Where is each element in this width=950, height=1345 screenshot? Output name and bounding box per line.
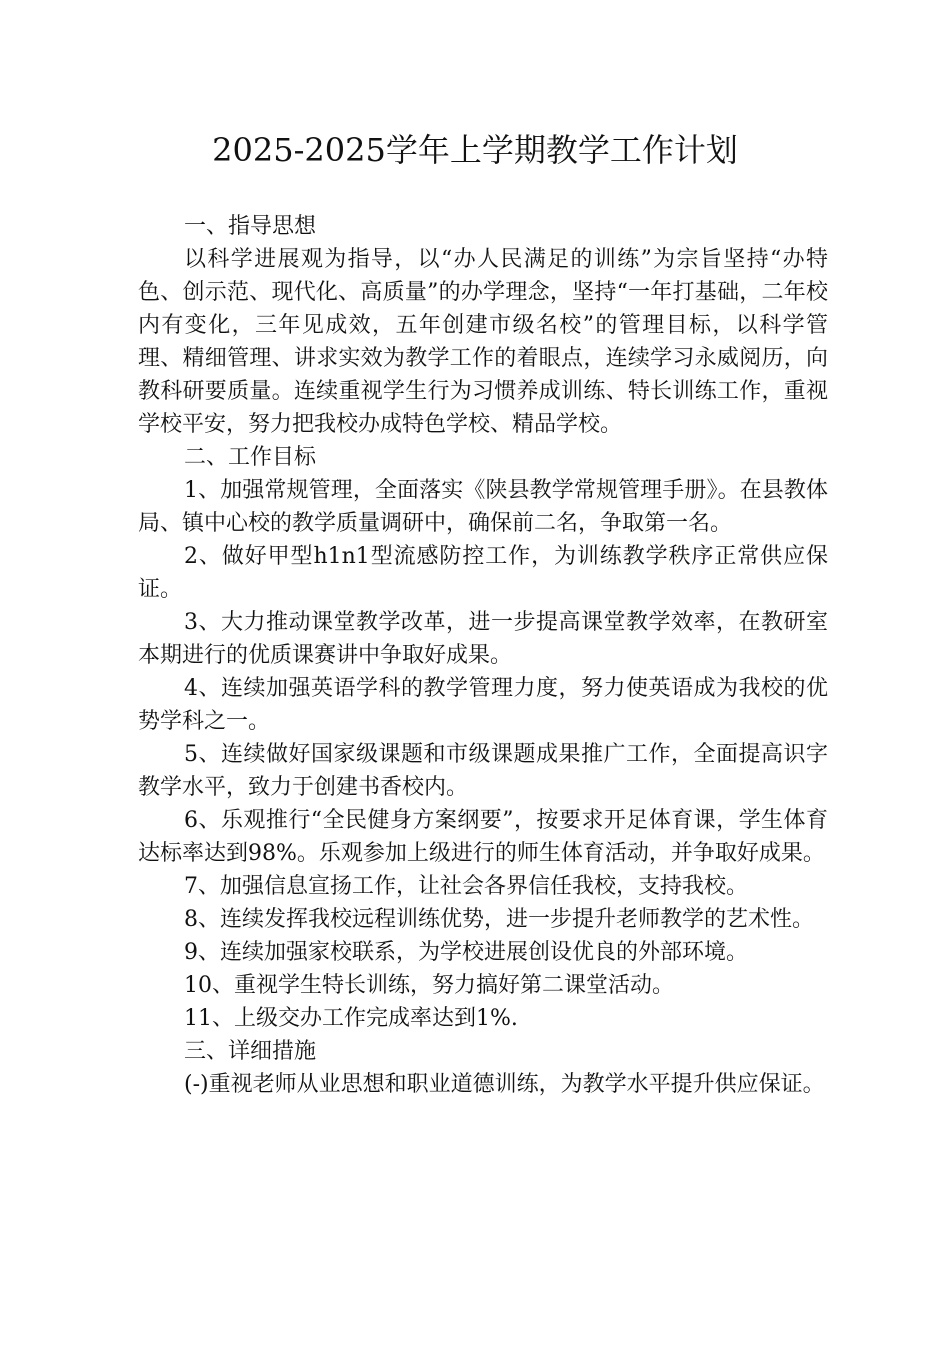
document-title: 2025-2025学年上学期教学工作计划 [212,131,738,169]
goal-item: 3、大力推动课堂教学改革，进一步提高课堂教学效率，在教研室本期进行的优质课赛讲中争取好成果。 [138,610,828,668]
goal-item: 4、连续加强英语学科的教学管理力度，努力使英语成为我校的优势学科之一。 [138,676,828,734]
goal-item: 9、连续加强家校联系，为学校进展创设优良的外部环境。 [184,940,748,965]
measure-item: (-)重视老师从业思想和职业道德训练，为教学水平提升供应保证。 [184,1072,825,1097]
goal-item: 7、加强信息宣扬工作，让社会各界信任我校，支持我校。 [184,874,748,899]
goal-item: 8、连续发挥我校远程训练优势，进一步提升老师教学的艺术性。 [184,907,814,932]
goal-item: 5、连续做好国家级课题和市级课题成果推广工作，全面提高识字教学水平，致力于创建书香校内。 [138,742,828,800]
goal-item: 1、加强常规管理，全面落实《陕县教学常规管理手册》。在县教体局、镇中心校的教学质量调研中，确保前二名，争取第一名。 [138,478,828,536]
goal-item: 6、乐观推行“全民健身方案纲要”，按要求开足体育课，学生体育达标率达到98%。乐观参加上级进行的师生体育活动，并争取好成果。 [138,808,828,866]
section-heading: 二、工作目标 [184,445,317,470]
body-paragraph: 以科学进展观为指导，以“办人民满足的训练”为宗旨坚持“办特色、创示范、现代化、高质量”的办学理念，坚持“一年打基础，二年校内有变化，三年见成效，五年创建市级名校”的管理目标，以科学管理、精细管理、讲求实效为教学工作的着眼点，连续学习永威阅历，向教科研要质量。连续重视学生行为习惯养成训练、特长训练工作，重视学校平安，努力把我校办成特色学校、精品学校。 [138,247,828,437]
section-heading: 三、详细措施 [184,1039,317,1064]
goal-item: 11、上级交办工作完成率达到1%. [184,1006,518,1031]
section-heading: 一、指导思想 [184,214,317,239]
goal-item: 10、重视学生特长训练，努力搞好第二课堂活动。 [184,973,674,998]
goal-item: 2、做好甲型h1n1型流感防控工作，为训练教学秩序正常供应保证。 [138,544,828,602]
document-body [138,210,828,1101]
